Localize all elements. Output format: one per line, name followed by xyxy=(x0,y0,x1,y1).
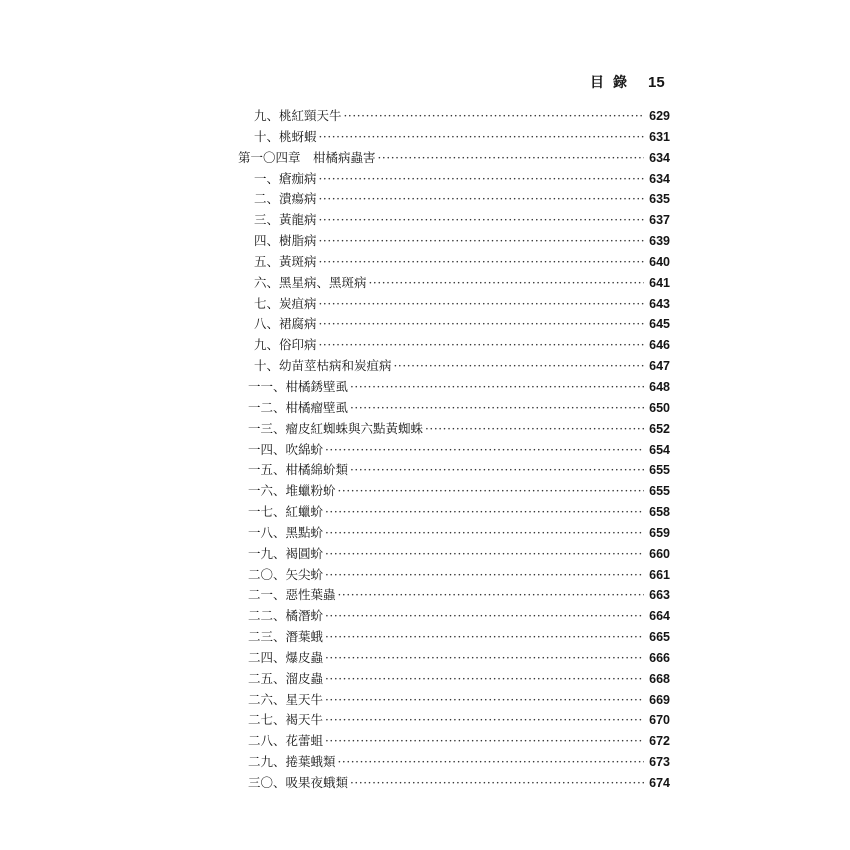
toc-entry-page-number: 643 xyxy=(649,296,670,311)
toc-entry-label: 一二、柑橘瘤壁虱 xyxy=(248,399,349,415)
dot-leader xyxy=(350,773,644,794)
toc-entry-page-number: 668 xyxy=(649,671,670,686)
toc-entry-label: 五、黃斑病 xyxy=(254,253,317,269)
toc-entry xyxy=(238,752,670,773)
toc-entry-label: 二六、星天牛 xyxy=(248,691,324,707)
dot-leader xyxy=(319,294,644,315)
dot-leader xyxy=(325,669,644,690)
toc-entry xyxy=(238,273,670,294)
dot-leader xyxy=(319,189,644,210)
dot-leader xyxy=(325,627,644,648)
toc-entry-page-number: 664 xyxy=(649,609,670,624)
toc-entry-page-number: 673 xyxy=(649,755,670,770)
toc-entry-label: 八、裙腐病 xyxy=(254,316,317,332)
toc-entry-page-number: 631 xyxy=(649,129,670,144)
toc-entry xyxy=(238,398,670,419)
toc-entry xyxy=(238,523,670,544)
toc-entry-page-number: 645 xyxy=(649,317,670,332)
toc-entry-label: 七、炭疽病 xyxy=(254,295,317,311)
dot-leader xyxy=(325,523,644,544)
toc-entry-label: 一一、柑橘銹壁虱 xyxy=(248,378,349,394)
toc-entry-page-number: 666 xyxy=(649,650,670,665)
dot-leader xyxy=(325,731,644,752)
table-of-contents xyxy=(238,106,670,794)
toc-entry xyxy=(238,169,670,190)
toc-entry xyxy=(238,460,670,481)
toc-entry-page-number: 637 xyxy=(649,213,670,228)
dot-leader xyxy=(319,252,644,273)
dot-leader xyxy=(325,690,644,711)
dot-leader xyxy=(394,356,644,377)
toc-entry xyxy=(238,585,670,606)
toc-entry xyxy=(238,669,670,690)
toc-entry-page-number: 659 xyxy=(649,525,670,540)
toc-entry-label: 一、瘡痂病 xyxy=(254,170,317,186)
toc-entry-label: 二八、花蕾蛆 xyxy=(248,733,324,749)
dot-leader xyxy=(338,585,644,606)
dot-leader xyxy=(344,106,644,127)
toc-entry-page-number: 654 xyxy=(649,442,670,457)
running-head-page-number: 15 xyxy=(648,74,665,91)
dot-leader xyxy=(350,377,644,398)
dot-leader xyxy=(325,544,644,565)
toc-entry-label: 二九、捲葉蛾類 xyxy=(248,754,336,770)
toc-entry xyxy=(238,481,670,502)
toc-chapter-entry xyxy=(238,148,670,169)
dot-leader xyxy=(319,169,644,190)
dot-leader xyxy=(338,752,644,773)
dot-leader xyxy=(319,127,644,148)
toc-entry-page-number: 639 xyxy=(649,234,670,249)
toc-entry xyxy=(238,627,670,648)
dot-leader xyxy=(319,335,644,356)
toc-entry-label: 一三、瘤皮紅蜘蛛與六點黃蜘蛛 xyxy=(248,420,424,436)
dot-leader xyxy=(325,565,644,586)
toc-entry-page-number: 646 xyxy=(649,338,670,353)
dot-leader xyxy=(325,502,644,523)
dot-leader xyxy=(319,314,644,335)
toc-entry-page-number: 661 xyxy=(649,567,670,582)
dot-leader xyxy=(350,460,644,481)
dot-leader xyxy=(338,481,644,502)
toc-entry xyxy=(238,231,670,252)
toc-entry-label: 一四、吹綿蚧 xyxy=(248,441,324,457)
toc-entry xyxy=(238,419,670,440)
toc-entry-label: 二三、潛葉蛾 xyxy=(248,629,324,645)
toc-entry xyxy=(238,565,670,586)
dot-leader xyxy=(325,710,644,731)
toc-entry-page-number: 640 xyxy=(649,254,670,269)
toc-entry-page-number: 670 xyxy=(649,713,670,728)
toc-entry-label: 二七、褐天牛 xyxy=(248,712,324,728)
toc-entry-label: 一七、紅蠟蚧 xyxy=(248,504,324,520)
toc-entry xyxy=(238,127,670,148)
dot-leader xyxy=(319,210,644,231)
toc-entry-page-number: 658 xyxy=(649,505,670,520)
toc-entry-label: 二〇、矢尖蚧 xyxy=(248,566,324,582)
toc-entry xyxy=(238,252,670,273)
toc-entry-label: 十、幼苗莖枯病和炭疽病 xyxy=(254,358,392,374)
toc-entry-label: 二、潰瘍病 xyxy=(254,191,317,207)
toc-entry-page-number: 655 xyxy=(649,463,670,478)
toc-entry-label: 一八、黑點蚧 xyxy=(248,524,324,540)
toc-entry xyxy=(238,356,670,377)
toc-entry-label: 三、黃龍病 xyxy=(254,212,317,228)
toc-entry-label: 九、桃紅頸天牛 xyxy=(254,108,342,123)
toc-entry-page-number: 634 xyxy=(649,150,670,165)
toc-entry-label: 四、樹脂病 xyxy=(254,233,317,249)
toc-entry-label: 一五、柑橘綿蚧類 xyxy=(248,462,349,478)
dot-leader xyxy=(325,606,644,627)
toc-entry-page-number: 641 xyxy=(649,275,670,290)
toc-entry xyxy=(238,210,670,231)
toc-entry-page-number: 648 xyxy=(649,379,670,394)
toc-entry-label: 二一、惡性葉蟲 xyxy=(248,587,336,603)
toc-entry-page-number: 665 xyxy=(649,630,670,645)
toc-entry-page-number: 647 xyxy=(649,359,670,374)
dot-leader xyxy=(350,398,644,419)
toc-entry xyxy=(238,335,670,356)
toc-entry-page-number: 660 xyxy=(649,546,670,561)
toc-entry-label: 二二、橘潛蚧 xyxy=(248,608,324,624)
toc-entry-page-number: 650 xyxy=(649,400,670,415)
toc-entry xyxy=(238,710,670,731)
toc-entry xyxy=(238,189,670,210)
toc-entry-label: 九、俗印病 xyxy=(254,337,317,353)
toc-entry-label: 二五、溜皮蟲 xyxy=(248,670,324,686)
dot-leader xyxy=(369,273,644,294)
toc-entry-page-number: 635 xyxy=(649,192,670,207)
toc-entry xyxy=(238,648,670,669)
toc-entry-page-number: 663 xyxy=(649,588,670,603)
dot-leader xyxy=(325,648,644,669)
dot-leader xyxy=(425,419,644,440)
toc-entry xyxy=(238,690,670,711)
toc-entry-page-number: 672 xyxy=(649,734,670,749)
dot-leader xyxy=(319,231,644,252)
toc-entry xyxy=(238,440,670,461)
toc-entry-label: 一六、堆蠟粉蚧 xyxy=(248,483,336,499)
toc-entry xyxy=(238,731,670,752)
toc-entry-page-number: 652 xyxy=(649,421,670,436)
toc-entry xyxy=(238,106,670,127)
toc-entry-label: 三〇、吸果夜蛾類 xyxy=(248,775,349,790)
toc-entry xyxy=(238,606,670,627)
toc-entry-label: 一九、褐圓蚧 xyxy=(248,545,324,561)
toc-entry xyxy=(238,294,670,315)
toc-entry-label: 第一〇四章 柑橘病蟲害 xyxy=(238,149,376,165)
dot-leader xyxy=(378,148,644,169)
toc-entry xyxy=(238,544,670,565)
toc-entry-label: 二四、爆皮蟲 xyxy=(248,649,324,665)
toc-entry-label: 十、桃蚜蝦 xyxy=(254,128,317,144)
toc-entry-page-number: 669 xyxy=(649,692,670,707)
toc-entry-page-number: 634 xyxy=(649,171,670,186)
toc-entry-page-number: 629 xyxy=(649,109,670,123)
toc-entry-label: 六、黑星病、黑斑病 xyxy=(254,274,367,290)
running-head-title: 目錄 xyxy=(590,75,636,91)
toc-entry-page-number: 674 xyxy=(649,776,670,790)
toc-entry xyxy=(238,773,670,794)
toc-entry xyxy=(238,377,670,398)
dot-leader xyxy=(325,440,644,461)
running-head xyxy=(590,73,680,93)
toc-entry-page-number: 655 xyxy=(649,484,670,499)
toc-entry xyxy=(238,314,670,335)
toc-entry xyxy=(238,502,670,523)
